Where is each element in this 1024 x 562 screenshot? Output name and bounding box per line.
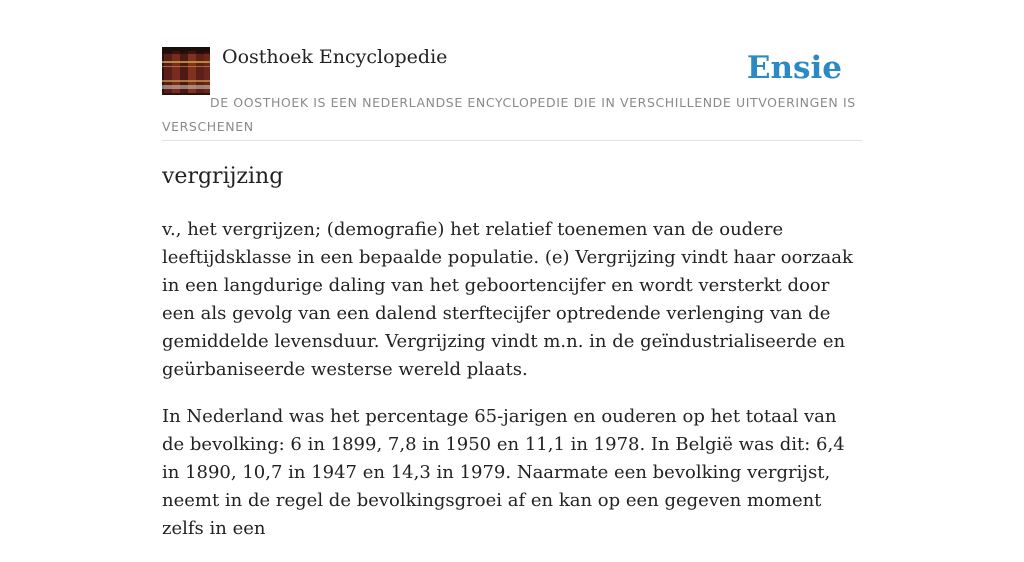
article-body (162, 216, 862, 562)
site-tagline: DE OOSTHOEK IS EEN NEDERLANDSE ENCYCLOPEDIE DIE IN VERSCHILLENDE UITVOERINGEN IS VERSCHENEN (162, 95, 856, 134)
book-spines-graphic (162, 47, 210, 95)
ensie-logo-link[interactable]: Ensie (746, 50, 842, 86)
article-title: vergrijzing (162, 164, 284, 189)
article-paragraph: In Nederland was het percentage 65-jarigen en ouderen op het totaal van de bevolking: 6 in 1899, 7,8 in 1950 en 11,1 in 1978. In België was dit: 6,4 in 1890, 10,7 in 1947 en 14,3 in 1979. Naarmate een bevolking vergrijst, neemt in de regel de bevolkingsgroei af en kan op een gegeven moment zelfs in een (162, 406, 845, 539)
page-container (162, 0, 862, 539)
site-header (162, 0, 862, 141)
book-spines-icon[interactable] (162, 47, 210, 95)
site-name[interactable]: Oosthoek Encyclopedie (222, 46, 448, 68)
article-paragraph: v., het vergrijzen; (demografie) het relatief toenemen van de oudere leeftijdsklasse in een bepaalde populatie. (e) Vergrijzing vindt haar oorzaak in een langdurige daling van het geboortencijfer en wordt versterkt door een als gevolg van een dalend sterftecijfer optredende verlenging van de gemiddelde levensduur. Vergrijzing vindt m.n. in de geïndustrialiseerde en geürbaniseerde westerse wereld plaats. (162, 219, 853, 380)
